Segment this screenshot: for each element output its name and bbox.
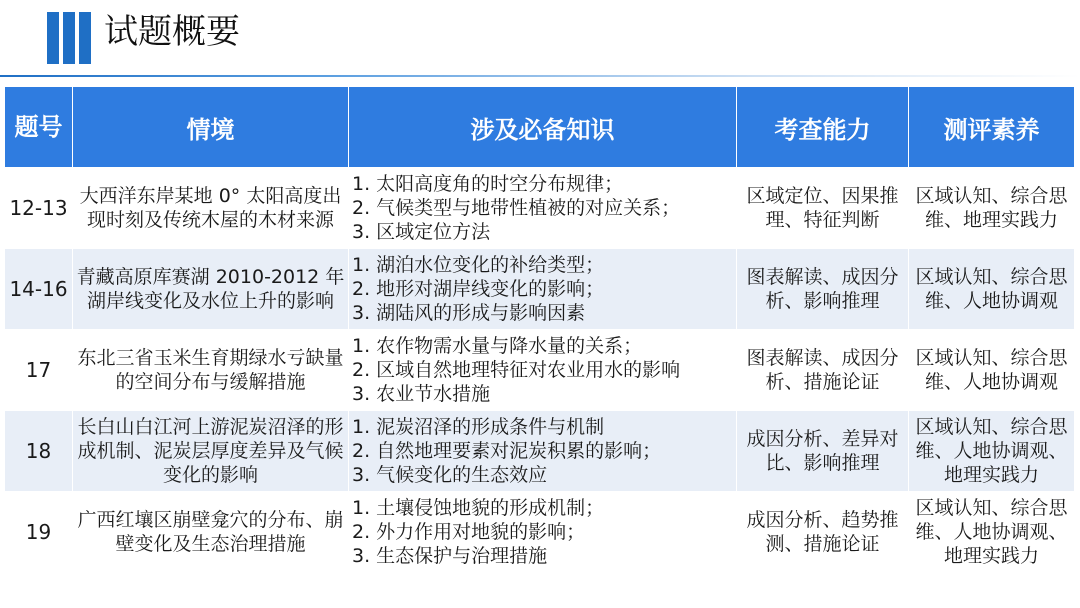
ability-cell: 图表解读、成因分析、措施论证 (737, 330, 909, 411)
table-row (5, 492, 1075, 573)
page-title: 试题概要 (104, 12, 240, 52)
knowledge-item: 3. 湖陆风的形成与影响因素 (352, 302, 586, 324)
literacy-cell: 区域认知、综合思维、人地协调观、地理实践力 (909, 492, 1075, 573)
question-number: 14-16 (5, 249, 73, 330)
header-question-number: 题号 (5, 87, 73, 168)
summary-table (4, 86, 1075, 573)
header-literacy: 测评素养 (909, 87, 1075, 168)
title-accent-bar (79, 12, 91, 64)
knowledge-item: 2. 地形对湖岸线变化的影响； (352, 278, 605, 300)
ability-cell: 成因分析、差异对比、影响推理 (737, 411, 909, 492)
knowledge-item: 1. 泥炭沼泽的形成条件与机制 (352, 416, 605, 438)
context-cell: 大西洋东岸某地 0° 太阳高度出现时刻及传统木屋的木材来源 (73, 168, 349, 249)
table-header-row (5, 87, 1075, 168)
ability-cell: 成因分析、趋势推测、措施论证 (737, 492, 909, 573)
knowledge-cell (349, 411, 737, 492)
title-bar (0, 0, 1080, 84)
title-underline (0, 75, 1080, 77)
literacy-cell: 区域认知、综合思维、人地协调观 (909, 330, 1075, 411)
knowledge-item: 2. 气候类型与地带性植被的对应关系； (352, 197, 681, 219)
knowledge-cell (349, 330, 737, 411)
knowledge-cell (349, 492, 737, 573)
question-number: 12-13 (5, 168, 73, 249)
table-row (5, 168, 1075, 249)
table-row (5, 411, 1075, 492)
knowledge-item: 2. 区域自然地理特征对农业用水的影响 (352, 359, 681, 381)
ability-cell: 图表解读、成因分析、影响推理 (737, 249, 909, 330)
knowledge-item: 1. 土壤侵蚀地貌的形成机制； (352, 497, 605, 519)
literacy-cell: 区域认知、综合思维、地理实践力 (909, 168, 1075, 249)
literacy-cell: 区域认知、综合思维、人地协调观、地理实践力 (909, 411, 1075, 492)
context-cell: 长白山白江河上游泥炭沼泽的形成机制、泥炭层厚度差异及气候变化的影响 (73, 411, 349, 492)
question-number: 19 (5, 492, 73, 573)
header-knowledge: 涉及必备知识 (349, 87, 737, 168)
knowledge-item: 3. 生态保护与治理措施 (352, 545, 548, 567)
literacy-cell: 区域认知、综合思维、人地协调观 (909, 249, 1075, 330)
header-context: 情境 (73, 87, 349, 168)
ability-cell: 区域定位、因果推理、特征判断 (737, 168, 909, 249)
knowledge-item: 3. 气候变化的生态效应 (352, 464, 548, 486)
knowledge-item: 1. 农作物需水量与降水量的关系； (352, 335, 643, 357)
knowledge-cell (349, 249, 737, 330)
knowledge-item: 1. 太阳高度角的时空分布规律； (352, 173, 624, 195)
table-row (5, 330, 1075, 411)
knowledge-item: 1. 湖泊水位变化的补给类型； (352, 254, 605, 276)
knowledge-item: 2. 自然地理要素对泥炭积累的影响； (352, 440, 662, 462)
knowledge-cell (349, 168, 737, 249)
title-accent-bar (47, 12, 59, 64)
question-number: 17 (5, 330, 73, 411)
context-cell: 广西红壤区崩壁龛穴的分布、崩壁变化及生态治理措施 (73, 492, 349, 573)
knowledge-item: 2. 外力作用对地貌的影响； (352, 521, 586, 543)
knowledge-item: 3. 区域定位方法 (352, 221, 491, 243)
knowledge-item: 3. 农业节水措施 (352, 383, 491, 405)
context-cell: 东北三省玉米生育期绿水亏缺量的空间分布与缓解措施 (73, 330, 349, 411)
table-row (5, 249, 1075, 330)
header-ability: 考查能力 (737, 87, 909, 168)
question-number: 18 (5, 411, 73, 492)
title-accent-bar (63, 12, 75, 64)
context-cell: 青藏高原库赛湖 2010-2012 年湖岸线变化及水位上升的影响 (73, 249, 349, 330)
